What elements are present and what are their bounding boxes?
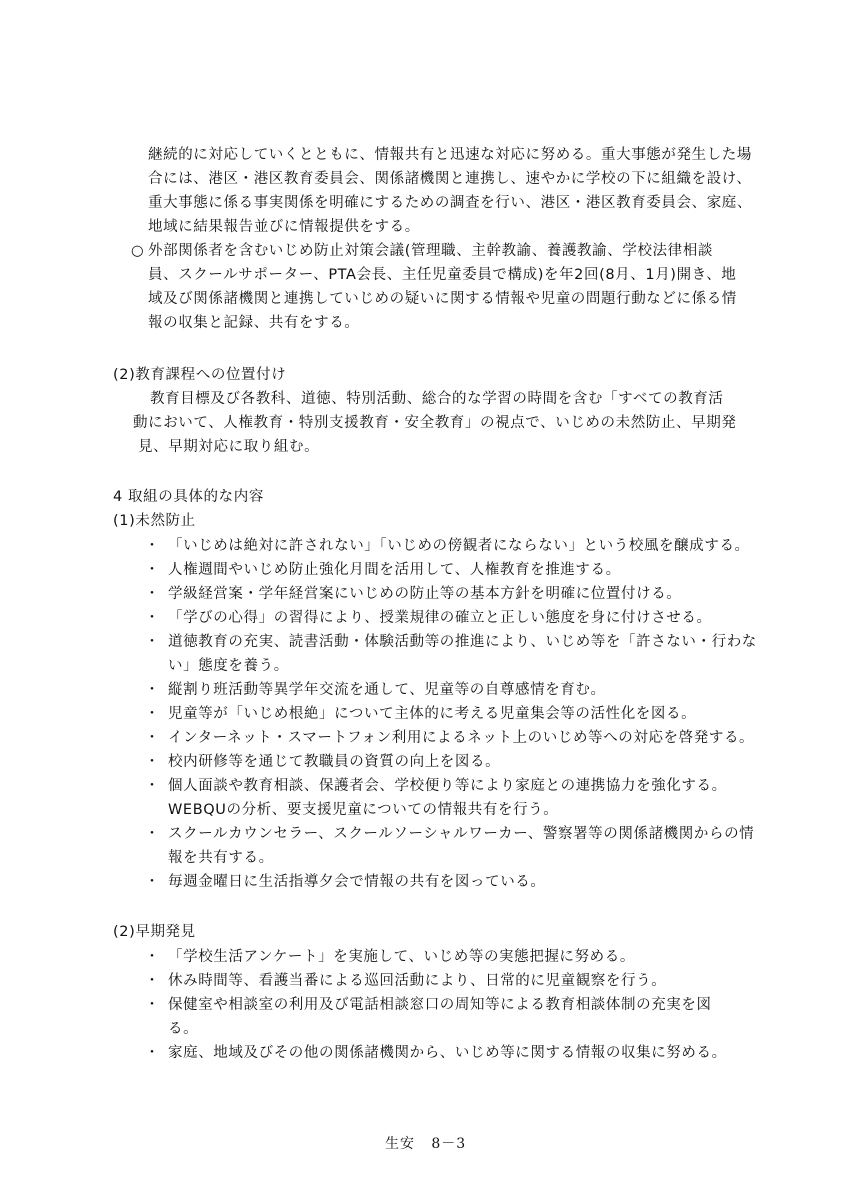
section-heading: (2)教育課程への位置付け — [113, 367, 287, 383]
bullet-icon: ・ — [145, 634, 159, 650]
bullet-icon: ・ — [145, 562, 159, 578]
bullet-icon: ・ — [145, 1045, 159, 1061]
intro-line: 地域に結果報告並びに情報提供をする。 — [148, 219, 420, 235]
curriculum-line: 教育目標及び各教科、道徳、特別活動、総合的な学習の時間を含む「すべての教育活 — [150, 391, 724, 407]
bullet-icon: ・ — [145, 874, 159, 890]
bullet-icon: ・ — [145, 706, 159, 722]
list-item-text: 児童等が「いじめ根絶」について主体的に考える児童集会等の活性化を図る。 — [168, 706, 697, 722]
section-heading: 4 取組の具体的な内容 — [113, 489, 264, 505]
bullet-icon: ・ — [145, 754, 159, 770]
list-item-text: る。 — [168, 1021, 199, 1037]
subsection-heading: (1)未然防止 — [113, 513, 196, 529]
intro-line: 重大事態に係る事実関係を明確にするための調査を行い、港区・港区教育委員会、家庭、 — [148, 195, 752, 211]
list-item-text: 報を共有する。 — [168, 850, 274, 866]
curriculum-line: 動において、人権教育・特別支援教育・安全教育」の視点で、いじめの未然防止、早期発 — [133, 415, 737, 431]
list-item-text: 道徳教育の充実、読書活動・体験活動等の推進により、いじめ等を「許さない・行わな — [168, 634, 757, 650]
bullet-icon: ・ — [145, 997, 159, 1013]
list-item-text: 個人面談や教育相談、保護者会、学校便り等により家庭との連携協力を強化する。 — [168, 778, 727, 794]
intro-line: 継続的に対応していくとともに、情報共有と迅速な対応に努める。重大事態が発生した場 — [148, 147, 752, 163]
bullet-icon: ・ — [145, 826, 159, 842]
bullet-icon: ・ — [145, 949, 159, 965]
list-item-text: 家庭、地域及びその他の関係諸機関から、いじめ等に関する情報の収集に努める。 — [168, 1045, 727, 1061]
bullet-icon: ・ — [145, 973, 159, 989]
council-line: 外部関係者を含むいじめ防止対策会議(管理職、主幹教諭、養護教諭、学校法律相談 — [148, 243, 713, 259]
bullet-icon: ・ — [145, 538, 159, 554]
list-item-text: 人権週間やいじめ防止強化月間を活用して、人権教育を推進する。 — [168, 562, 621, 578]
list-item-text: スクールカウンセラー、スクールソーシャルワーカー、警察署等の関係諸機関からの情 — [168, 826, 755, 842]
list-item-text: い」態度を養う。 — [168, 658, 289, 674]
circle-marker: ○ — [131, 243, 145, 259]
list-item-text: 校内研修等を通じて教職員の資質の向上を図る。 — [168, 754, 501, 770]
list-item-text: 「いじめは絶対に許されない」「いじめの傍観者にならない」という校風を醸成する。 — [168, 538, 750, 554]
subsection-heading: (2)早期発見 — [113, 924, 196, 940]
intro-line: 合には、港区・港区教育委員会、関係諸機関と連携し、速やかに学校の下に組織を設け、 — [148, 171, 752, 187]
list-item-text: 縦割り班活動等異学年交流を通して、児童等の自尊感情を育む。 — [168, 682, 606, 698]
list-item-text: 休み時間等、看護当番による巡回活動により、日常的に児童観察を行う。 — [168, 973, 667, 989]
list-item-text: WEBQUの分析、要支援児童についての情報共有を行う。 — [168, 802, 559, 818]
curriculum-line: 見、早期対応に取り組む。 — [138, 439, 320, 455]
council-line: 報の収集と記録、共有をする。 — [148, 315, 360, 331]
bullet-icon: ・ — [145, 730, 159, 746]
bullet-icon: ・ — [145, 586, 159, 602]
bullet-icon: ・ — [145, 610, 159, 626]
list-item-text: 学級経営案・学年経営案にいじめの防止等の基本方針を明確に位置付ける。 — [168, 586, 682, 602]
page-number: 生安 8－3 — [385, 1136, 467, 1152]
list-item-text: インターネット・スマートフォン利用によるネット上のいじめ等への対応を啓発する。 — [168, 730, 755, 746]
list-item-text: 「学校生活アンケート」を実施して、いじめ等の実態把握に努める。 — [168, 949, 635, 965]
council-line: 員、スクールサポーター、PTA会長、主任児童委員で構成)を年2回(8月、1月)開き、地 — [148, 267, 737, 283]
list-item-text: 「学びの心得」の習得により、授業規律の確立と正しい態度を身に付けさせる。 — [168, 610, 712, 626]
council-line: 域及び関係諸機関と連携していじめの疑いに関する情報や児童の問題行動などに係る情 — [148, 291, 737, 307]
list-item-text: 保健室や相談室の利用及び電話相談窓口の周知等による教育相談体制の充実を図 — [168, 997, 712, 1013]
list-item-text: 毎週金曜日に生活指導夕会で情報の共有を図っている。 — [168, 874, 546, 890]
bullet-icon: ・ — [145, 682, 159, 698]
bullet-icon: ・ — [145, 778, 159, 794]
